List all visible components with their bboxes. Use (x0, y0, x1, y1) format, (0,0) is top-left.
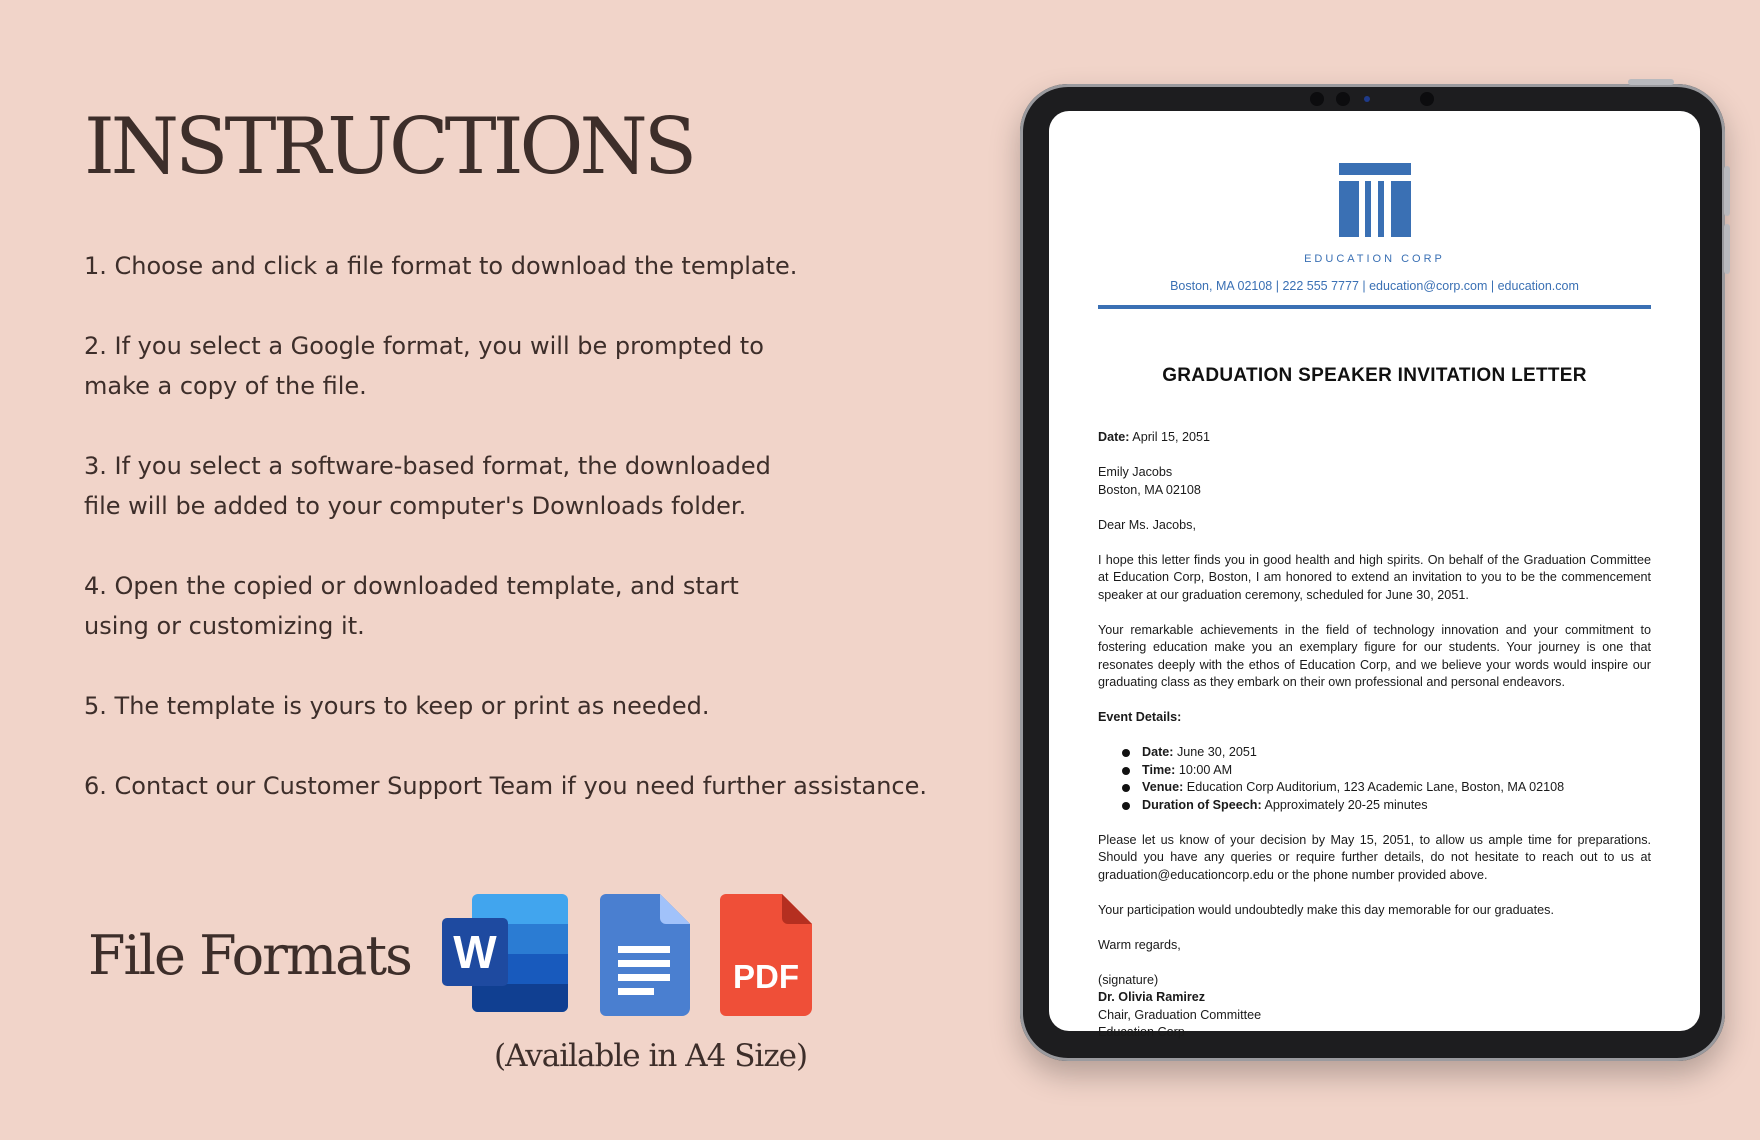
instruction-step: 1. Choose and click a file format to download the template. (84, 252, 798, 280)
paragraph: Please let us know of your decision by May 15, 2051, to allow us ample time for preparations. Should you have any queries or require further details, do not hesitate to reach out to us at graduation@educationcorp.edu or the phone number provided above. (1098, 832, 1651, 882)
sensor-icon (1364, 96, 1370, 102)
letter-date: Date: April 15, 2051 (1098, 430, 1211, 444)
list-item: Date: June 30, 2051 (1142, 744, 1651, 762)
paragraph: I hope this letter finds you in good health and high spirits. On behalf of the Graduation Committee at Education Corp, Boston, I am honored to extend an invitation to you to be the commencement speaker at our graduation ceremony, scheduled for June 30, 2051. (1098, 552, 1651, 602)
list-item: Duration of Speech: Approximately 20-25 minutes (1142, 797, 1651, 815)
paragraph: Your participation would undoubtedly make this day memorable for our graduates. (1098, 902, 1554, 917)
education-corp-logo-icon (1339, 163, 1411, 239)
list-item: Venue: Education Corp Auditorium, 123 Academic Lane, Boston, MA 02108 (1142, 779, 1651, 797)
word-icon-letter: W (453, 926, 497, 978)
tablet-volume-button (1724, 224, 1730, 274)
instruction-step: 2. If you select a Google format, you will be prompted to make a copy of the file. (84, 332, 764, 400)
event-details-list (1098, 744, 1651, 814)
event-heading: Event Details: (1098, 710, 1182, 724)
camera-icon (1310, 92, 1324, 106)
closing: Warm regards, (1098, 937, 1181, 952)
tablet-top-button (1628, 79, 1674, 85)
tablet-volume-button (1724, 166, 1730, 216)
camera-icon (1420, 92, 1434, 106)
recipient-block: Emily Jacobs Boston, MA 02108 (1098, 465, 1201, 497)
camera-icon (1336, 92, 1350, 106)
header-divider (1098, 305, 1651, 309)
document-preview[interactable] (1049, 111, 1700, 1039)
signature-block: (signature) Dr. Olivia Ramirez Chair, Graduation Committee Education Corp (1098, 972, 1262, 1039)
availability-note: (Available in A4 Size) (494, 1038, 808, 1074)
instruction-step: 6. Contact our Customer Support Team if you need further assistance. (84, 772, 927, 800)
pdf-icon-label: PDF (733, 958, 799, 995)
tablet-mockup (1020, 84, 1725, 1061)
pdf-icon[interactable] (720, 894, 812, 1020)
instruction-steps (84, 246, 984, 846)
instruction-step: 4. Open the copied or downloaded template, and start using or customizing it. (84, 572, 739, 640)
list-item: Time: 10:00 AM (1142, 762, 1651, 780)
org-name: EDUCATION CORP (1304, 253, 1445, 265)
file-formats-title: File Formats (88, 924, 411, 987)
letter-title: GRADUATION SPEAKER INVITATION LETTER (1162, 365, 1587, 386)
org-contact: Boston, MA 02108 | 222 555 7777 | education@corp.com | education.com (1170, 279, 1579, 293)
letter-body (1098, 429, 1651, 1042)
word-icon[interactable] (442, 894, 570, 1018)
salutation: Dear Ms. Jacobs, (1098, 517, 1196, 532)
instruction-step: 3. If you select a software-based format, the downloaded file will be added to your computer's Downloads folder. (84, 452, 771, 520)
instruction-step: 5. The template is yours to keep or print as needed. (84, 692, 710, 720)
paragraph: Your remarkable achievements in the field of technology innovation and your commitment to fostering education make you an exemplary figure for our students. Your journey is one that resonates deeply with the ethos of Education Corp, and we believe your words would inspire our graduating class as they embark on their own professional and personal endeavors. (1098, 622, 1651, 689)
google-docs-icon[interactable] (600, 894, 690, 1020)
instructions-heading: INSTRUCTIONS (84, 102, 694, 192)
